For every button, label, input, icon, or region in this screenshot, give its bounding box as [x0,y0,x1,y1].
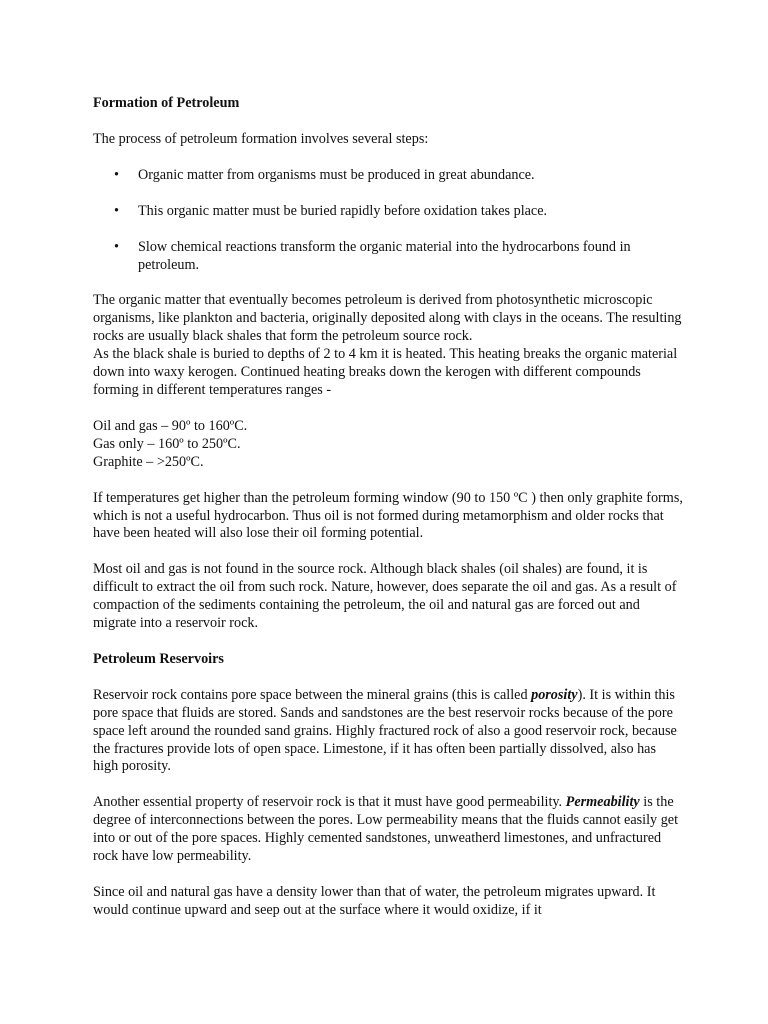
porosity-text-post: ). It is within this pore space that fluids are stored. Sands and sandstones are the best reservoir rocks because of the pore space left around the rounded sand grains. Highly fractured rock of also a good reservoir rock, because the fractures provide lots of open space. Limestone, if it has often been partially dissolved, also has high porosity. [93,686,677,775]
list-item-text: Slow chemical reactions transform the organic material into the hydrocarbons found in petroleum. [138,238,631,273]
permeability-text-post: is the degree of interconnections between the pores. Low permeability means that the fluids cannot easily get into or out of the pore spaces. Highly cemented sandstones, unweatherd limestones, and unfractured rock have low permeability. [93,794,679,865]
list-item [93,167,683,185]
range-oil-and-gas: Oil and gas – 90º to 160ºC. [93,417,248,434]
porosity-term: porosity [531,686,578,703]
heating-text: As the black shale is buried to depths of 2 to 4 km it is heated. This heating breaks the organic material down into waxy kerogen. Continued heating breaks down the kerogen with different compounds forming in different temperatures ranges - [93,346,678,398]
list-item [93,203,683,221]
organic-matter-text: The organic matter that eventually becomes petroleum is derived from photosynthetic microscopic organisms, like plankton and bacteria, originally deposited along with clays in the oceans. The resulting rocks are usually black shales that form the petroleum source rock. [93,292,682,345]
temperature-ranges [93,418,683,472]
migration-paragraph: Most oil and gas is not found in the source rock. Although black shales (oil shales) are found, it is difficult to extract the oil from such rock. Nature, however, does separate the oil and gas. As a result of compaction of the sediments containing the petroleum, the oil and natural gas are forced out and migrate into a reservoir rock. [93,561,677,632]
range-gas-only: Gas only – 160º to 250ºC. [93,435,241,452]
list-item-text: Organic matter from organisms must be produced in great abundance. [138,166,535,183]
heading-petroleum-reservoirs: Petroleum Reservoirs [93,650,224,667]
temperature-paragraph: If temperatures get higher than the petroleum forming window (90 to 150 ºC ) then only graphite forms, which is not a useful hydrocarbon. Thus oil is not formed during metamorphism and older rocks that have been heated will also lose their oil forming potential. [93,489,683,542]
permeability-paragraph [93,794,683,866]
permeability-term: Permeability [565,794,640,811]
porosity-text-pre: Reservoir rock contains pore space between the mineral grains (this is called [93,686,532,703]
range-graphite: Graphite – >250ºC. [93,453,204,470]
list-item [93,239,683,275]
bullet-icon: • [114,238,119,255]
formation-steps-list [93,167,683,275]
organic-matter-paragraph [93,292,683,399]
bullet-icon: • [114,166,119,183]
list-item-text: This organic matter must be buried rapidly before oxidation takes place. [138,202,548,219]
porosity-paragraph [93,687,683,777]
intro-paragraph: The process of petroleum formation involves several steps: [93,130,429,147]
document-page [93,95,683,920]
bullet-icon: • [114,202,119,219]
heading-formation-of-petroleum: Formation of Petroleum [93,95,240,111]
density-paragraph: Since oil and natural gas have a density lower than that of water, the petroleum migrates upward. It would continue upward and seep out at the surface where it would oxidize, if it [93,884,656,918]
permeability-text-pre: Another essential property of reservoir rock is that it must have good permeability. [93,794,566,811]
